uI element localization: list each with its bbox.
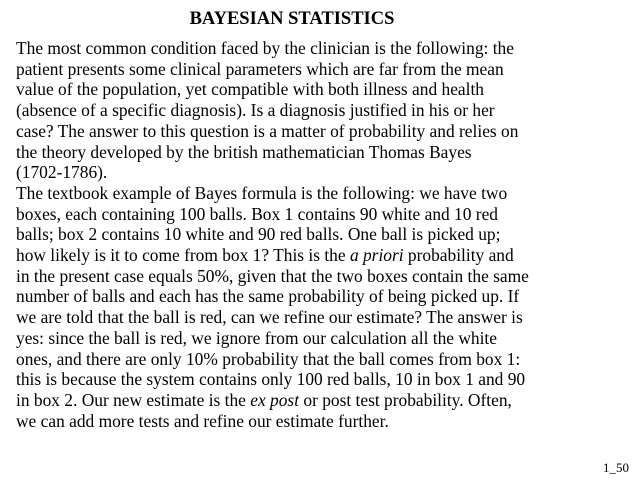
text-line: number of balls and each has the same probability of being picked up. If xyxy=(16,286,520,307)
text-segment: how likely is it to come from box 1? This is the xyxy=(16,245,350,266)
text-line: we can add more tests and refine our estimate further. xyxy=(16,410,389,431)
text-line: The textbook example of Bayes formula is the following: we have two xyxy=(16,182,508,203)
text-line: value of the population, yet compatible with both illness and health xyxy=(16,79,484,100)
text-line: (absence of a specific diagnosis). Is a diagnosis justified in his or her xyxy=(16,100,495,121)
text-segment: probability and xyxy=(403,245,514,266)
slide-body xyxy=(16,38,620,431)
emphasis-a-priori: a priori xyxy=(349,245,404,266)
text-line: patient presents some clinical parameters which are far from the mean xyxy=(16,58,504,79)
text-line: (1702-1786). xyxy=(16,162,108,183)
text-line: The most common condition faced by the clinician is the following: the xyxy=(16,38,514,58)
text-line xyxy=(16,245,620,266)
paragraph-textbook-example xyxy=(16,183,620,431)
text-line: the theory developed by the british mathematician Thomas Bayes xyxy=(16,141,472,162)
paragraph-bayes-intro xyxy=(16,38,620,183)
text-line: boxes, each containing 100 balls. Box 1 contains 90 white and 10 red xyxy=(16,203,499,224)
emphasis-ex-post: ex post xyxy=(250,389,300,410)
text-segment: in box 2. Our new estimate is the xyxy=(16,389,251,410)
slide-number: 1_50 xyxy=(603,460,629,475)
text-line: case? The answer to this question is a matter of probability and relies on xyxy=(16,120,519,141)
text-line xyxy=(16,390,620,411)
text-line: ones, and there are only 10% probability that the ball comes from box 1: xyxy=(16,348,521,369)
text-line: in the present case equals 50%, given that the two boxes contain the same xyxy=(16,265,529,286)
text-segment: or post test probability. Often, xyxy=(299,389,512,410)
slide-title: BAYESIAN STATISTICS xyxy=(189,9,395,29)
text-line: balls; box 2 contains 10 white and 90 red balls. One ball is picked up; xyxy=(16,224,501,245)
text-line: this is because the system contains only 100 red balls, 10 in box 1 and 90 xyxy=(16,369,526,390)
text-line: we are told that the ball is red, can we refine our estimate? The answer is xyxy=(16,307,523,328)
text-line: yes: since the ball is red, we ignore from our calculation all the white xyxy=(16,327,497,348)
